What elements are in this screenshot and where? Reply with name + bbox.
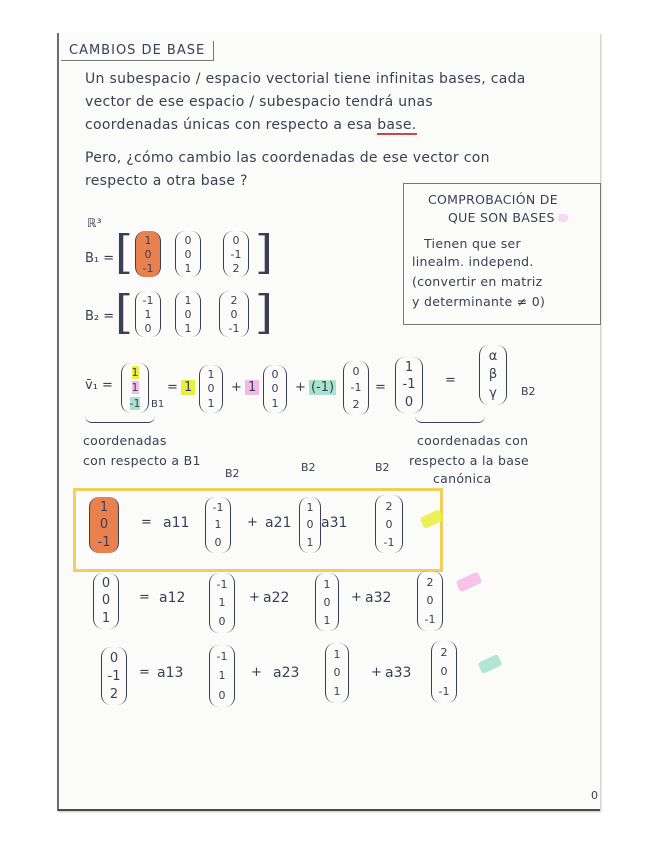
row3-plus-2: +	[371, 665, 382, 680]
page-number: 0	[591, 789, 599, 802]
vector-entry: 1	[323, 613, 331, 627]
b1-vector-1	[135, 231, 161, 277]
vector-entry: 1	[323, 577, 331, 591]
space-label: ℝ³	[87, 216, 102, 230]
plus-2: +	[295, 380, 306, 395]
v1-greek-vector	[479, 345, 507, 405]
row3-b2-vector-2	[325, 643, 349, 703]
basis-tag-3: B2	[375, 461, 390, 474]
vector-entry: 1	[271, 397, 279, 411]
verification-box	[403, 183, 601, 325]
row3-plus-1: +	[251, 665, 262, 680]
vector-entry: 1	[218, 669, 226, 683]
vector-entry: 0	[218, 615, 226, 629]
pink-highlight-mark-row2	[456, 571, 483, 592]
v1-eq-2: =	[375, 380, 386, 395]
check-title-1: COMPROBACIÓN DE	[428, 192, 558, 207]
vector-entry: 0	[385, 517, 393, 531]
b1-v2-z: 1	[184, 261, 192, 275]
row3-eq: =	[139, 665, 150, 680]
caption-left-1: coordenadas	[83, 433, 167, 448]
row2-plus-1: +	[249, 590, 260, 605]
row1-b2-vector-3	[375, 495, 403, 553]
b2-v3-x: 2	[230, 293, 238, 307]
row2-eq: =	[139, 590, 150, 605]
row2-lhs-x: 0	[101, 576, 111, 592]
vector-entry: 1	[207, 367, 215, 381]
canonical-e3	[343, 361, 369, 415]
b2-brace-open: [	[115, 285, 133, 339]
b1-label: B₁ =	[85, 251, 115, 266]
notebook-page	[57, 33, 600, 811]
b1-v2-y: 0	[184, 247, 192, 261]
b2-v1-y: 1	[144, 307, 152, 321]
check-line-3: (convertir en matriz	[412, 274, 543, 289]
intro-line-2: vector de ese espacio / subespacio tendrá unas	[85, 94, 434, 110]
row1-plus-1: +	[247, 515, 258, 530]
row3-b2-vector-1	[209, 645, 235, 707]
vector-entry: 1	[214, 518, 222, 532]
right-underbrace	[415, 416, 485, 423]
vector-entry: 1	[306, 501, 314, 515]
row3-coef-1: a13	[157, 665, 184, 681]
plus-1: +	[231, 380, 242, 395]
v1-coef-2: 1	[245, 380, 259, 395]
row3-b2-vector-3	[431, 641, 457, 703]
vector-entry: 0	[207, 382, 215, 396]
question-line-2: respecto a otra base ?	[85, 173, 248, 189]
row2-lhs-vector	[93, 573, 119, 629]
row1-lhs-z: -1	[97, 534, 111, 550]
vector-entry: 0	[440, 665, 448, 679]
b2-vector-3	[219, 291, 249, 337]
v1-coord-2: 1	[131, 381, 139, 395]
v1-sub-b2: B2	[521, 385, 536, 398]
b2-label: B₂ =	[85, 309, 115, 324]
vector-entry: -1	[216, 650, 228, 664]
vector-entry: 1	[218, 596, 226, 610]
vector-entry: 2	[352, 398, 360, 412]
vector-entry: -1	[216, 577, 228, 591]
v1-result-z: 0	[404, 394, 414, 410]
vector-entry: -1	[350, 381, 362, 395]
caption-right-3: canónica	[433, 471, 492, 486]
row1-b2-vector-1	[205, 497, 231, 553]
b1-v3-x: 0	[232, 233, 240, 247]
row2-b2-vector-3	[417, 571, 443, 631]
intro-base-word: base.	[377, 117, 417, 133]
check-title-2: QUE SON BASES	[448, 210, 555, 225]
v1-coef-3: (-1)	[311, 380, 335, 395]
vector-entry: 0	[306, 518, 314, 532]
page-title: CAMBIOS DE BASE	[61, 41, 214, 61]
row1-b2-vector-2	[299, 497, 321, 553]
vector-entry: 1	[333, 647, 341, 661]
v1-coord-1: 1	[131, 366, 139, 380]
v1-eq-1: =	[167, 380, 178, 395]
b2-v2-x: 1	[184, 293, 192, 307]
v1-eq-3: =	[445, 373, 456, 388]
check-line-4: y determinante ≠ 0)	[412, 294, 546, 309]
vector-entry: 0	[352, 364, 360, 378]
vector-entry: 0	[271, 367, 279, 381]
b2-v3-z: -1	[228, 321, 240, 335]
b1-vector-3	[223, 231, 249, 277]
vector-entry: 0	[214, 535, 222, 549]
b2-v2-y: 0	[184, 307, 192, 321]
intro-line-1: Un subespacio / espacio vectorial tiene infinitas bases, cada	[85, 71, 526, 87]
b1-brace-open: [	[115, 225, 133, 279]
row3-lhs-x: 0	[109, 650, 119, 666]
b2-vector-1	[135, 291, 161, 337]
canonical-e1	[199, 365, 223, 413]
check-line-1: Tienen que ser	[424, 236, 521, 251]
b1-v1-z: -1	[142, 261, 154, 275]
check-line-2: linealm. independ.	[412, 254, 534, 269]
question-line-1: Pero, ¿cómo cambio las coordenadas de ese vector con	[85, 150, 490, 166]
intro-line-3	[85, 117, 417, 133]
caption-right-2: respecto a la base	[409, 453, 530, 468]
row1-lhs-y: 0	[99, 517, 109, 533]
row3-lhs-y: -1	[107, 668, 121, 684]
row1-coef-2: a21	[265, 515, 292, 531]
row1-lhs-vector	[89, 497, 119, 553]
vector-entry: 2	[426, 575, 434, 589]
v1-gamma: γ	[489, 386, 497, 402]
caption-right-1: coordenadas con	[417, 433, 529, 448]
row1-coef-3: a31	[321, 515, 348, 531]
vector-entry: 1	[207, 397, 215, 411]
v1-result-x: 1	[404, 360, 414, 376]
b1-v1-y: 0	[144, 247, 152, 261]
row2-coef-3: a32	[365, 590, 392, 606]
b2-vector-2	[175, 291, 201, 337]
b1-brace-close: ]	[255, 225, 273, 279]
b2-brace-close: ]	[255, 285, 273, 339]
left-underbrace	[85, 416, 155, 423]
v1-coord-3: -1	[129, 396, 141, 410]
vector-entry: -1	[438, 684, 450, 698]
row2-lhs-z: 1	[101, 610, 111, 626]
v1-result-y: -1	[402, 377, 416, 393]
vector-entry: 0	[333, 666, 341, 680]
vector-entry: 0	[218, 688, 226, 702]
vector-entry: 0	[426, 594, 434, 608]
vector-entry: 2	[385, 499, 393, 513]
vector-entry: 1	[306, 535, 314, 549]
row2-b2-vector-1	[209, 573, 235, 633]
pink-highlight-mark	[558, 214, 568, 222]
b2-v2-z: 1	[184, 321, 192, 335]
b2-v3-y: 0	[230, 307, 238, 321]
caption-left-2: con respecto a B1	[83, 453, 201, 468]
vector-entry: -1	[212, 501, 224, 515]
row2-coef-1: a12	[159, 590, 186, 606]
basis-tag-1: B2	[225, 467, 240, 480]
row1-eq: =	[141, 515, 152, 530]
v1-coords-vector	[121, 363, 149, 413]
row3-lhs-vector	[101, 647, 127, 705]
row2-lhs-y: 0	[101, 593, 111, 609]
v1-coef-1: 1	[181, 380, 195, 395]
b1-v3-y: -1	[230, 247, 242, 261]
row1-lhs-x: 1	[99, 500, 109, 516]
b2-v1-z: 0	[144, 321, 152, 335]
basis-tag-2: B2	[301, 461, 316, 474]
intro-line-3-text: coordenadas únicas con respecto a esa	[85, 117, 373, 133]
v1-result-vector	[395, 357, 423, 413]
row3-coef-3: a33	[385, 665, 412, 681]
row1-coef-1: a11	[163, 515, 190, 531]
v1-alpha: α	[488, 348, 498, 364]
v1-label: v̄₁ =	[85, 378, 113, 393]
b1-v2-x: 0	[184, 233, 192, 247]
canonical-e2	[263, 365, 287, 413]
row3-lhs-z: 2	[109, 686, 119, 702]
row2-coef-2: a22	[263, 590, 290, 606]
teal-highlight-mark	[477, 654, 502, 674]
b1-v3-z: 2	[232, 261, 240, 275]
v1-beta: β	[488, 367, 498, 383]
row3-coef-2: a23	[273, 665, 300, 681]
vector-entry: -1	[383, 535, 395, 549]
row2-b2-vector-2	[315, 573, 339, 631]
vector-entry: 0	[271, 382, 279, 396]
vector-entry: -1	[424, 613, 436, 627]
vector-entry: 1	[333, 685, 341, 699]
v1-sub-b1: B1	[151, 399, 165, 410]
b1-vector-2	[175, 231, 201, 277]
vector-entry: 0	[323, 595, 331, 609]
vector-entry: 2	[440, 646, 448, 660]
b1-v1-x: 1	[144, 233, 152, 247]
b2-v1-x: -1	[142, 293, 154, 307]
row2-plus-2: +	[351, 590, 362, 605]
